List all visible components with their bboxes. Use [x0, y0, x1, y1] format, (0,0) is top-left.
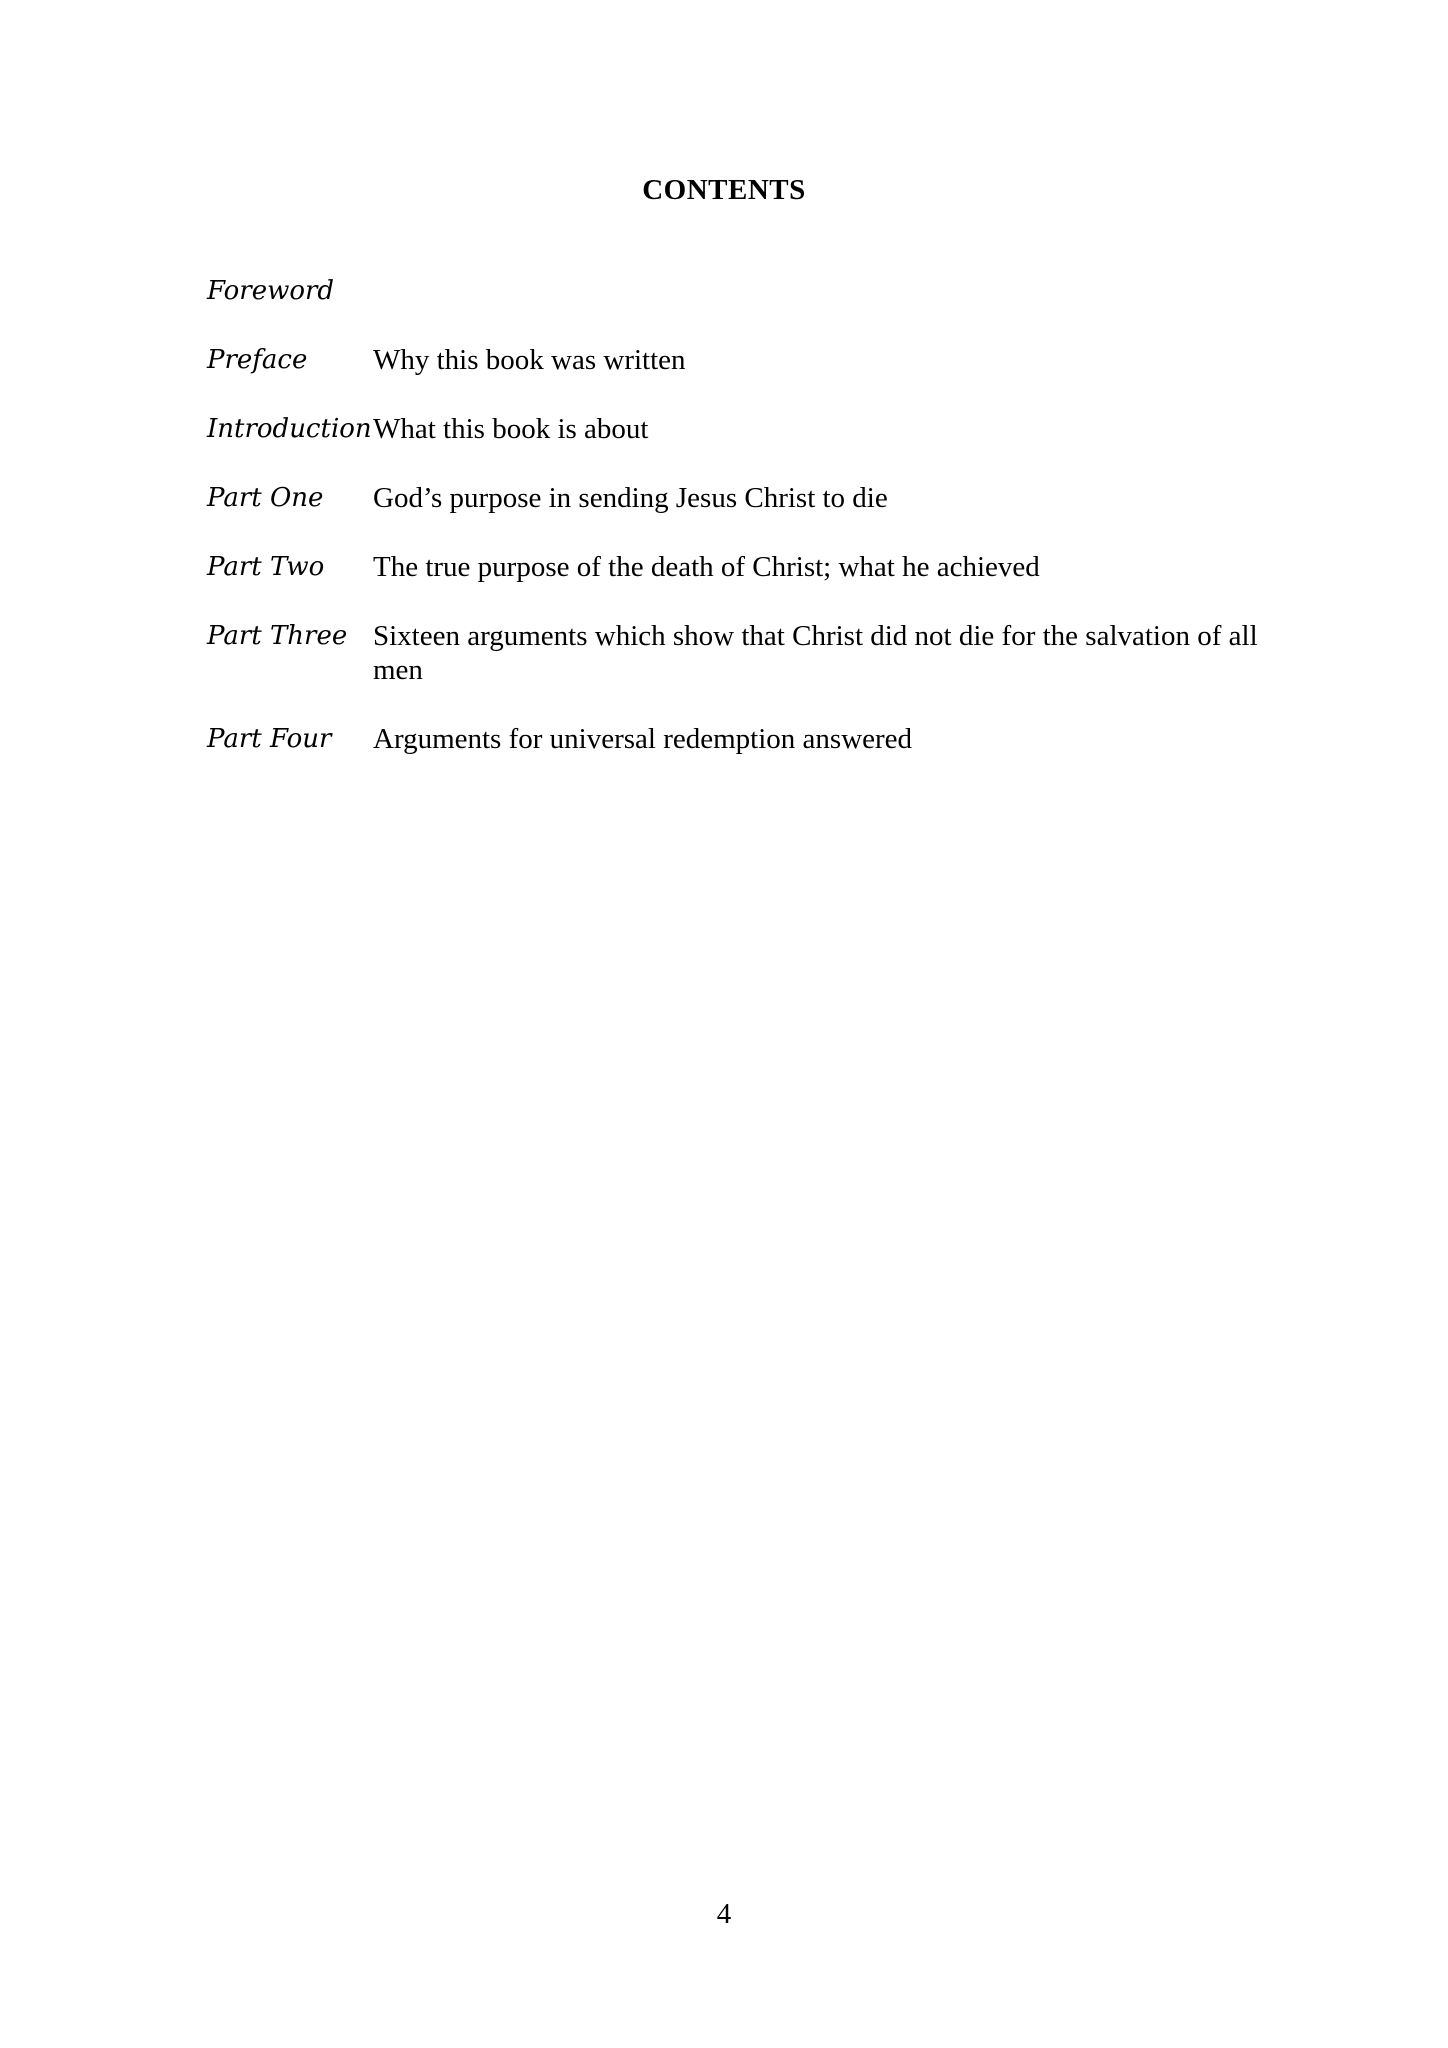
toc-entry-label: Preface: [207, 345, 308, 375]
toc-entry-label: Part Two: [207, 552, 325, 582]
toc-entry-part-one: [207, 481, 1277, 515]
page-number: 4: [716, 1898, 732, 1930]
toc-entry-description: Why this book was written: [373, 344, 686, 376]
toc-entry-label: Part Four: [207, 724, 332, 754]
toc-entry-label: Introduction: [207, 414, 372, 444]
toc-entry-description: God’s purpose in sending Jesus Christ to die: [373, 482, 888, 514]
table-of-contents: [207, 274, 1277, 791]
toc-entry-part-four: [207, 722, 1277, 756]
toc-entry-description: The true purpose of the death of Christ; what he achieved: [373, 551, 1040, 583]
toc-entry-introduction: [207, 412, 1277, 446]
toc-entry-part-two: [207, 550, 1277, 584]
toc-entry-foreword: [207, 274, 1277, 308]
toc-entry-label: Foreword: [207, 276, 335, 306]
toc-entry-preface: [207, 343, 1277, 377]
page-title: CONTENTS: [642, 174, 806, 206]
toc-entry-description: Arguments for universal redemption answered: [373, 723, 913, 755]
toc-entry-description: What this book is about: [373, 413, 649, 445]
toc-entry-label: Part One: [207, 483, 324, 513]
toc-entry-part-three: [207, 619, 1277, 687]
toc-entry-label: Part Three: [207, 621, 348, 651]
toc-entry-description: Sixteen arguments which show that Christ did not die for the salvation of all men: [373, 620, 1258, 686]
